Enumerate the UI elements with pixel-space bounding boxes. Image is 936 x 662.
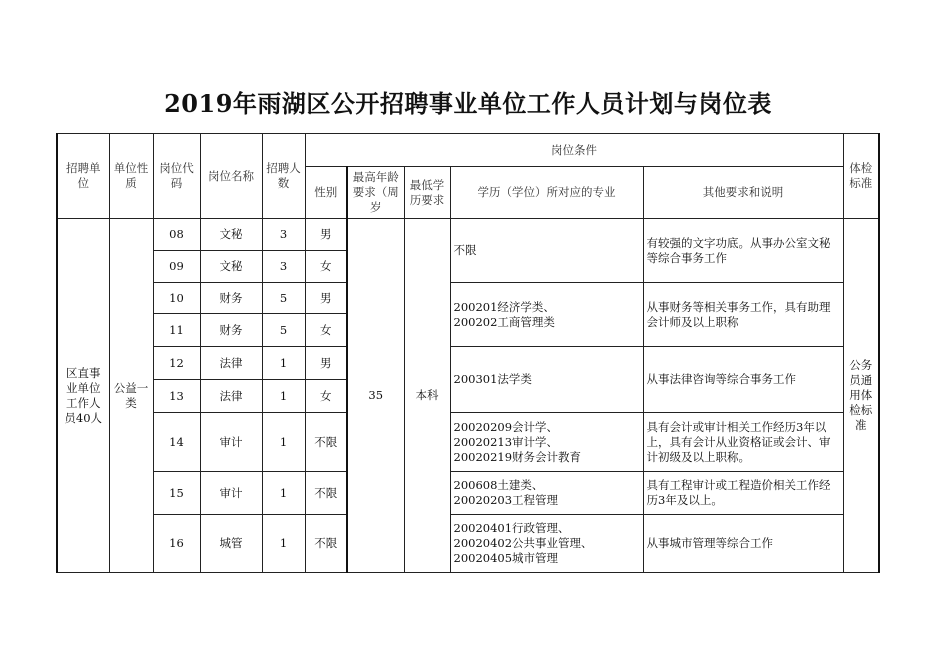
position-cell: 财务 <box>200 283 262 314</box>
major-cell <box>450 413 643 472</box>
major-line: 200608土建类、 <box>453 478 544 492</box>
header-code: 岗位代码 <box>153 134 200 219</box>
count-cell: 5 <box>262 283 305 314</box>
table-row <box>57 515 879 573</box>
count-cell: 1 <box>262 472 305 515</box>
major-line: 20020209会计学、 <box>453 419 559 434</box>
code-cell: 11 <box>153 314 200 347</box>
nature-cell: 公益一类 <box>109 219 153 573</box>
header-count: 招聘人数 <box>262 134 305 219</box>
count-cell: 3 <box>262 219 305 251</box>
major-line: 20020203工程管理 <box>453 493 559 507</box>
count-cell: 1 <box>262 515 305 573</box>
major-line: 不限 <box>453 243 477 257</box>
table-row <box>57 347 879 380</box>
count-cell: 1 <box>262 413 305 472</box>
recruitment-table <box>56 133 880 573</box>
code-cell: 09 <box>153 251 200 283</box>
table-row <box>57 472 879 515</box>
code-cell: 13 <box>153 380 200 413</box>
table-row <box>57 413 879 472</box>
major-cell <box>450 515 643 573</box>
header-conditions: 岗位条件 <box>305 134 843 167</box>
other-cell: 从事财务等相关事务工作，具有助理会计师及以上职称 <box>643 283 843 347</box>
table-row <box>57 283 879 314</box>
code-cell: 10 <box>153 283 200 314</box>
position-cell: 法律 <box>200 347 262 380</box>
major-line: 20020401行政管理、 <box>453 521 570 535</box>
major-cell <box>450 347 643 413</box>
header-gender: 性别 <box>305 167 347 219</box>
gender-cell: 男 <box>305 347 347 380</box>
position-cell: 城管 <box>200 515 262 573</box>
code-cell: 16 <box>153 515 200 573</box>
position-cell: 文秘 <box>200 251 262 283</box>
table-row <box>57 219 879 251</box>
other-cell: 具有工程审计或工程造价相关工作经历3年及以上。 <box>643 472 843 515</box>
unit-cell: 区直事业单位工作人员40人 <box>57 219 109 573</box>
gender-cell: 女 <box>305 380 347 413</box>
code-cell: 12 <box>153 347 200 380</box>
header-max-age: 最高年龄要求（周岁 <box>347 167 404 219</box>
major-line: 200202工商管理类 <box>453 314 555 329</box>
code-cell: 15 <box>153 472 200 515</box>
other-cell: 有较强的文字功底。从事办公室文秘等综合事务工作 <box>643 219 843 283</box>
major-cell <box>450 472 643 515</box>
header-min-edu: 最低学历要求 <box>404 167 450 219</box>
header-position: 岗位名称 <box>200 134 262 219</box>
major-line: 20020213审计学、 <box>453 434 559 449</box>
major-line: 20020405城市管理 <box>453 551 559 565</box>
position-cell: 审计 <box>200 413 262 472</box>
count-cell: 1 <box>262 380 305 413</box>
header-nature: 单位性质 <box>109 134 153 219</box>
count-cell: 3 <box>262 251 305 283</box>
gender-cell: 女 <box>305 314 347 347</box>
code-cell: 08 <box>153 219 200 251</box>
gender-cell: 不限 <box>305 413 347 472</box>
major-line: 20020219财务会计教育 <box>453 449 582 464</box>
position-cell: 审计 <box>200 472 262 515</box>
code-cell: 14 <box>153 413 200 472</box>
header-other: 其他要求和说明 <box>643 167 843 219</box>
major-line: 200201经济学类、 <box>453 299 555 314</box>
other-cell: 具有会计或审计相关工作经历3年以上，具有会计从业资格证或会计、审计初级及以上职称。 <box>643 413 843 472</box>
other-cell: 从事城市管理等综合工作 <box>643 515 843 573</box>
major-cell <box>450 219 643 283</box>
gender-cell: 不限 <box>305 472 347 515</box>
major-line: 200301法学类 <box>453 372 532 386</box>
position-cell: 法律 <box>200 380 262 413</box>
gender-cell: 男 <box>305 283 347 314</box>
gender-cell: 女 <box>305 251 347 283</box>
min-edu-cell: 本科 <box>404 219 450 573</box>
physical-cell: 公务员通用体检标准 <box>843 219 879 573</box>
position-cell: 财务 <box>200 314 262 347</box>
count-cell: 5 <box>262 314 305 347</box>
count-cell: 1 <box>262 347 305 380</box>
header-unit: 招聘单位 <box>57 134 109 219</box>
major-line: 20020402公共事业管理、 <box>453 536 593 550</box>
other-cell: 从事法律咨询等综合事务工作 <box>643 347 843 413</box>
max-age-cell: 35 <box>347 219 404 573</box>
position-cell: 文秘 <box>200 219 262 251</box>
gender-cell: 不限 <box>305 515 347 573</box>
header-physical: 体检标准 <box>843 134 879 219</box>
gender-cell: 男 <box>305 219 347 251</box>
major-cell <box>450 283 643 347</box>
header-major: 学历（学位）所对应的专业 <box>450 167 643 219</box>
page-title: 2019年雨湖区公开招聘事业单位工作人员计划与岗位表 <box>164 89 772 118</box>
